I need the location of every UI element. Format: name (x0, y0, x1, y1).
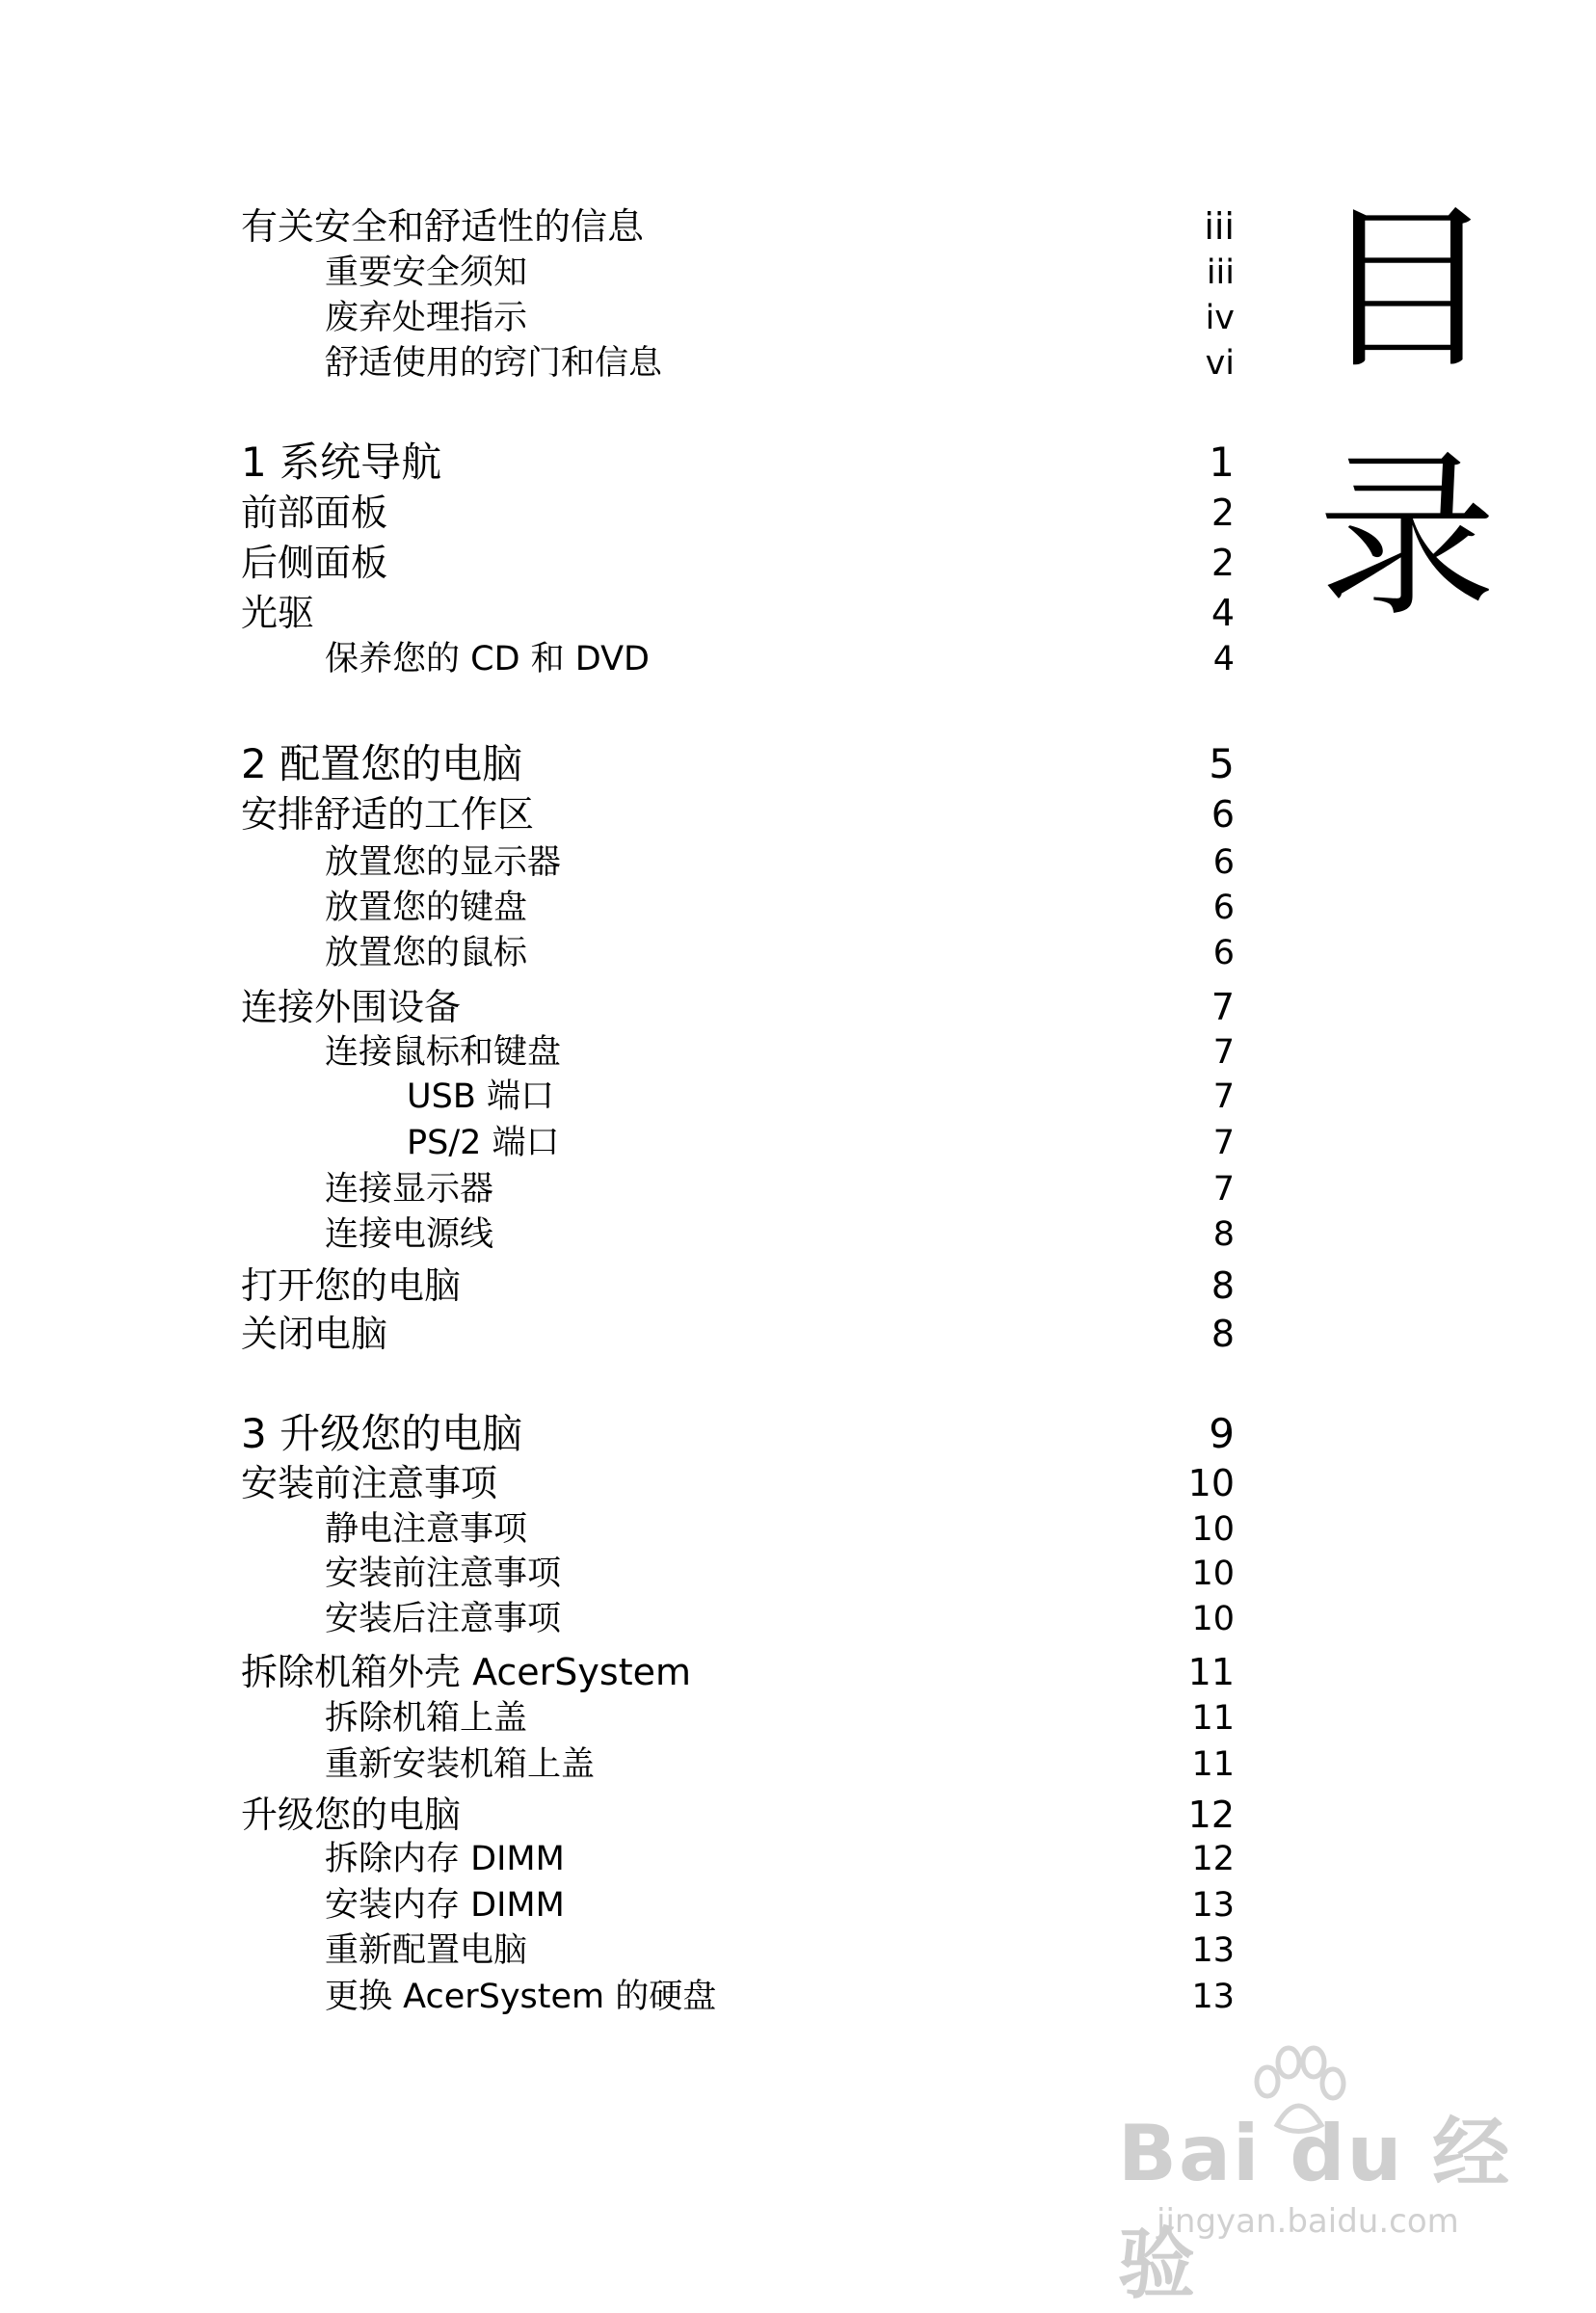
toc-entry-page: vi (1205, 344, 1235, 383)
watermark (1118, 2043, 1542, 2309)
watermark-url: jingyan.baidu.com (1157, 2202, 1459, 2241)
toc-entry-page: 6 (1212, 934, 1235, 972)
toc-entry-page: 8 (1212, 1215, 1235, 1254)
toc-entry-page: 7 (1212, 1077, 1235, 1116)
toc-entry-title: 连接外围设备 (241, 986, 462, 1028)
toc-entry-title: 放置您的显示器 (325, 843, 562, 882)
toc-entry-title: 舒适使用的窍门和信息 (325, 344, 663, 383)
toc-entry-title: 打开您的电脑 (241, 1264, 462, 1307)
toc-entry-title: 关闭电脑 (241, 1313, 388, 1355)
toc-entry-title: 废弃处理指示 (325, 299, 528, 337)
toc-entry-page: 7 (1212, 1124, 1235, 1162)
toc-entry-title: USB 端口 (407, 1077, 554, 1116)
toc-entry-title: 放置您的键盘 (325, 889, 528, 927)
page-title-line-1: 目 (1317, 185, 1497, 393)
toc-entry-page: 11 (1187, 1651, 1235, 1693)
toc-entry-title: 放置您的鼠标 (325, 934, 528, 972)
toc-entry-page: 12 (1191, 1840, 1235, 1878)
toc-entry-page: 11 (1191, 1699, 1235, 1738)
toc-entry-page: iii (1206, 253, 1235, 292)
toc-entry-page: iii (1204, 205, 1235, 248)
toc-entry-title: 静电注意事项 (325, 1510, 528, 1549)
toc-entry-title: 安装前注意事项 (325, 1555, 562, 1593)
toc-entry-title: 安装前注意事项 (241, 1462, 498, 1504)
toc-entry-title: 拆除内存 DIMM (325, 1840, 565, 1878)
toc-entry-page: 7 (1212, 1170, 1235, 1209)
toc-entry-page: 9 (1209, 1410, 1235, 1457)
toc-entry-title: 拆除机箱外壳 AcerSystem (241, 1651, 692, 1693)
toc-entry-title: PS/2 端口 (407, 1124, 560, 1162)
toc-entry-page: 10 (1191, 1510, 1235, 1549)
toc-entry-page: 1 (1209, 439, 1235, 486)
toc-entry-title: 安排舒适的工作区 (241, 793, 535, 836)
toc-entry-title: 3 升级您的电脑 (241, 1410, 523, 1457)
toc-entry-title: 重新安装机箱上盖 (325, 1745, 596, 1784)
toc-entry-page: 13 (1191, 1886, 1235, 1925)
toc-entry-page: 11 (1191, 1745, 1235, 1784)
toc-entry-title: 1 系统导航 (241, 439, 442, 486)
toc-entry-page: 10 (1191, 1600, 1235, 1638)
toc-entry-page: 4 (1210, 592, 1235, 634)
page-title-line-2: 录 (1317, 433, 1497, 641)
toc-entry-page: 8 (1210, 1264, 1235, 1307)
toc-entry-title: 2 配置您的电脑 (241, 740, 523, 787)
toc-entry-page: 6 (1212, 889, 1235, 927)
toc-entry-title: 连接鼠标和键盘 (325, 1033, 562, 1072)
toc-entry-page: 13 (1191, 1931, 1235, 1970)
watermark-logo: Bai du 经验 (1118, 2109, 1512, 2309)
toc-entry-title: 连接电源线 (325, 1215, 494, 1254)
toc-entry-title: 重新配置电脑 (325, 1931, 528, 1970)
toc-entry-page: 12 (1187, 1794, 1235, 1836)
toc-entry-page: 8 (1210, 1313, 1235, 1355)
toc-entry-title: 保养您的 CD 和 DVD (325, 640, 650, 678)
toc-entry-page: 7 (1212, 1033, 1235, 1072)
toc-entry-title: 重要安全须知 (325, 253, 528, 292)
toc-entry-title: 前部面板 (241, 492, 388, 534)
toc-entry-title: 安装后注意事项 (325, 1600, 562, 1638)
toc-entry-title: 拆除机箱上盖 (325, 1699, 528, 1738)
toc-entry-page: 6 (1210, 793, 1235, 836)
toc-entry-page: iv (1205, 299, 1235, 337)
toc-entry-page: 7 (1210, 986, 1235, 1028)
toc-entry-title: 升级您的电脑 (241, 1794, 462, 1836)
toc-entry-title: 更换 AcerSystem 的硬盘 (325, 1978, 717, 2016)
toc-entry-title: 后侧面板 (241, 542, 388, 584)
toc-entry-page: 6 (1212, 843, 1235, 882)
toc-entry-page: 10 (1187, 1462, 1235, 1504)
toc-entry-title: 光驱 (241, 592, 315, 634)
toc-entry-page: 2 (1210, 492, 1235, 534)
toc-entry-title: 连接显示器 (325, 1170, 494, 1209)
toc-entry-title: 有关安全和舒适性的信息 (241, 205, 645, 248)
toc-entry-page: 5 (1209, 740, 1235, 787)
toc-entry-page: 13 (1191, 1978, 1235, 2016)
toc-entry-title: 安装内存 DIMM (325, 1886, 565, 1925)
toc-entry-page: 2 (1210, 542, 1235, 584)
toc-entry-page: 10 (1191, 1555, 1235, 1593)
toc-entry-page: 4 (1212, 640, 1235, 678)
